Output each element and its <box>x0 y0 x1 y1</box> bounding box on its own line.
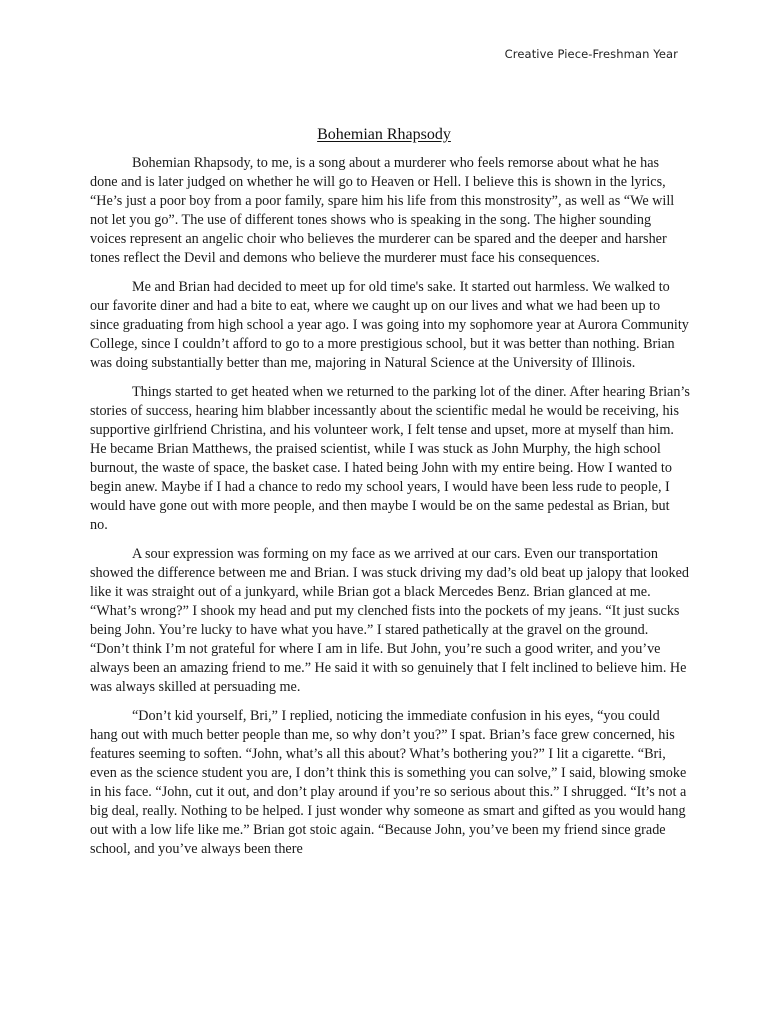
paragraph-3: Things started to get heated when we returned to the parking lot of the diner. After hearing Brian’s stories of success, hearing him blabber incessantly about the scientific medal he would be receiving, his supportive girlfriend Christina, and his volunteer work, I felt tense and upset, more at myself than him. He became Brian Matthews, the praised scientist, while I was stuck as John Murphy, the high school burnout, the waste of space, the basket case. I hated being John with my entire being. How I wanted to begin anew. Maybe if I had a chance to redo my school years, I would have been less rude to people, I would have gone out with more people, and then maybe I would be on the same pedestal as Brian, but no. <box>90 384 690 533</box>
paragraph-4: A sour expression was forming on my face as we arrived at our cars. Even our transportation showed the difference between me and Brian. I was stuck driving my dad’s old beat up jalopy that looked like it was straight out of a junkyard, while Brian got a black Mercedes Benz. Brian glanced at me. “What’s wrong?” I shook my head and put my clenched fists into the pockets of my jeans. “It just sucks being John. You’re lucky to have what you have.” I stared pathetically at the gravel on the ground. “Don’t think I’m not grateful for where I am in life. But John, you’re such a good writer, and you’ve always been an amazing friend to me.” He said it with so genuinely that I felt inclined to believe him. He was always skilled at persuading me. <box>90 546 689 695</box>
paragraph-5: “Don’t kid yourself, Bri,” I replied, noticing the immediate confusion in his eyes, “you could hang out with much better people than me, so why don’t you?” I spat. Brian’s face grew concerned, his features seeming to soften. “John, what’s all this about? What’s bothering you?” I lit a cigarette. “Bri, even as the science student you are, I don’t think this is something you can solve,” I said, blowing smoke in his face. “John, cut it out, and don’t play around if you’re so serious about this.” I shrugged. “It’s not a big deal, really. Nothing to be helped. I just wonder why someone as smart and gifted as you would hang out with a low life like me.” Brian got stoic again. “Because John, you’ve been my friend since grade school, and you’ve always been there <box>90 708 687 857</box>
paragraph-2: Me and Brian had decided to meet up for old time's sake. It started out harmless. We walked to our favorite diner and had a bite to eat, where we caught up on our lives and what we had been up to since graduating from high school a year ago. I was going into my sophomore year at Aurora Community College, since I couldn’t afford to go to a more prestigious school, but it was better than nothing. Brian was doing substantially better than me, majoring in Natural Science at the University of Illinois. <box>90 279 689 371</box>
header-label: Creative Piece-Freshman Year <box>504 47 678 61</box>
document-body <box>90 154 690 869</box>
paragraph-1: Bohemian Rhapsody, to me, is a song about a murderer who feels remorse about what he has done and is later judged on whether he will go to Heaven or Hell. I believe this is shown in the lyrics, “He’s just a poor boy from a poor family, spare him his life from this monstrosity”, as well as “We will not let you go”. The use of different tones shows who is speaking in the song. The higher sounding voices represent an angelic choir who believes the murderer can be spared and the deeper and harsher tones reflect the Devil and demons who believe the murderer must face his consequences. <box>90 155 675 266</box>
document-title: Bohemian Rhapsody <box>317 126 451 143</box>
